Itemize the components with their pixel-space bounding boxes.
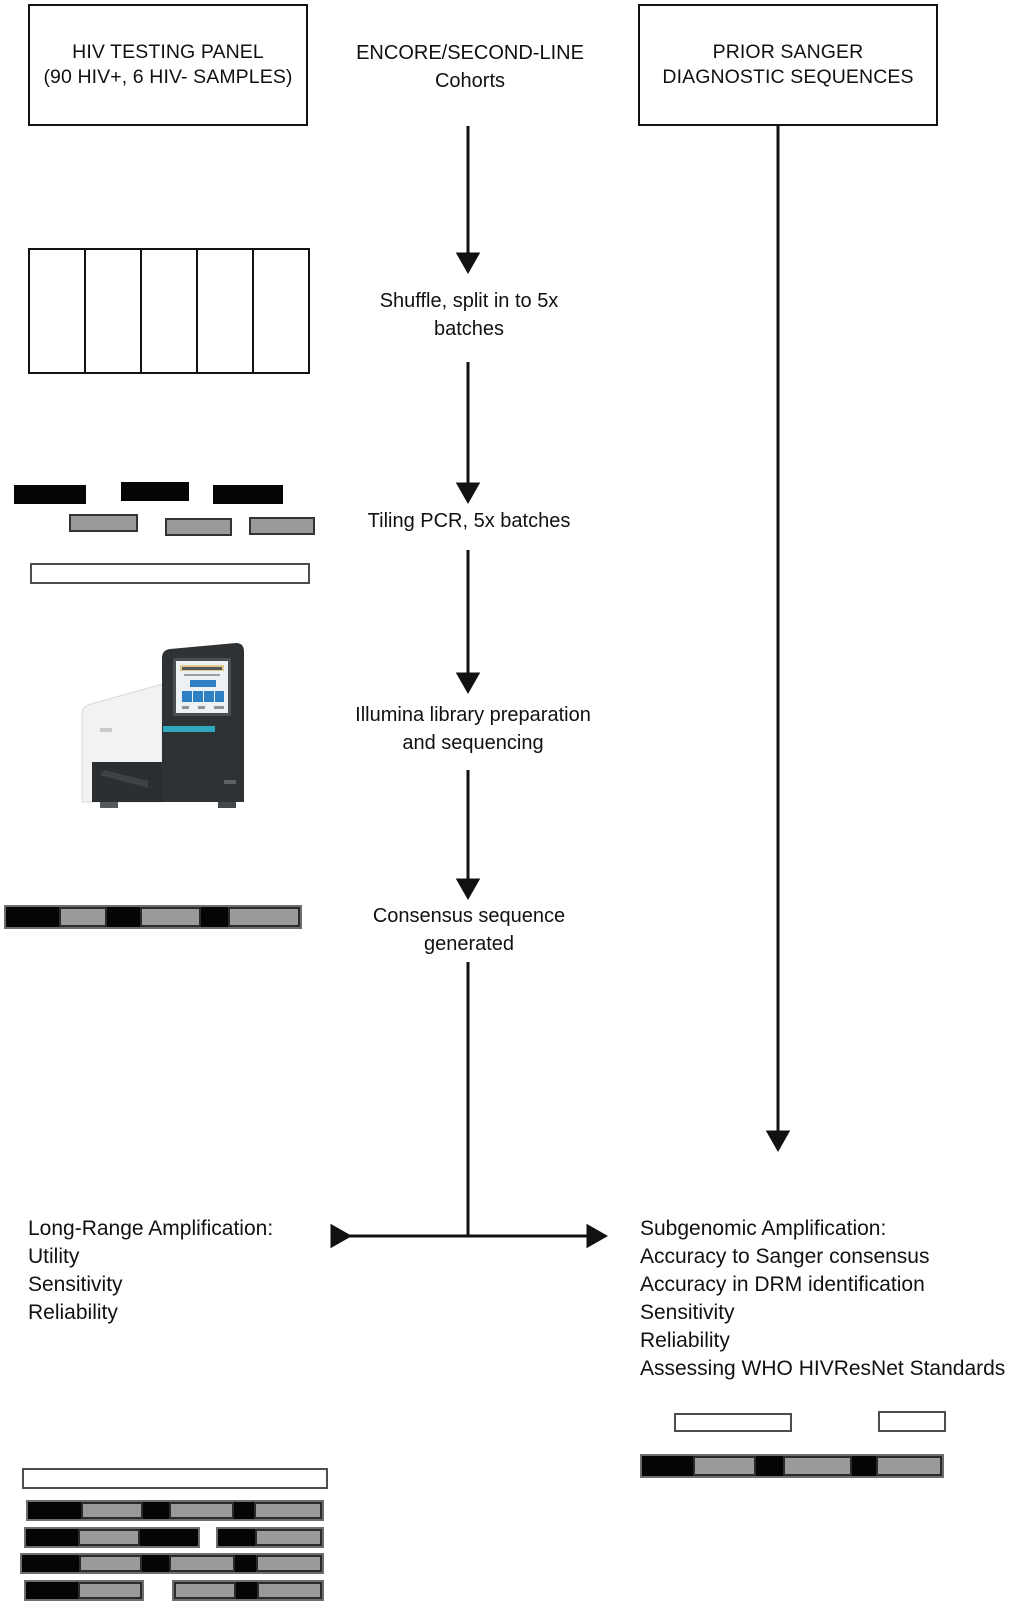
subgenomic-template-bar-wide bbox=[674, 1413, 792, 1432]
read-segment-black bbox=[142, 1555, 169, 1572]
plate-well bbox=[142, 250, 198, 372]
step-consensus-line-1: Consensus sequence bbox=[372, 905, 566, 927]
tiling-primer-bottom bbox=[69, 514, 138, 532]
long-range-item: Reliability bbox=[28, 1300, 118, 1324]
read-segment-black bbox=[22, 1555, 79, 1572]
cohorts-line-1: ENCORE/SECOND-LINE bbox=[356, 42, 584, 64]
hiv-panel-subtitle: (90 HIV+, 6 HIV- SAMPLES) bbox=[43, 66, 293, 88]
plate-well bbox=[30, 250, 86, 372]
tiling-primer-bottom bbox=[165, 518, 232, 536]
prior-sanger-box bbox=[638, 4, 938, 126]
step-tiling-label bbox=[328, 508, 610, 536]
long-range-item: Utility bbox=[28, 1244, 80, 1268]
subgenomic-heading: Subgenomic Amplification: bbox=[640, 1217, 887, 1240]
subgenomic-item: Reliability bbox=[640, 1328, 730, 1352]
consensus-segment-gray bbox=[140, 907, 202, 927]
hiv-testing-panel-box bbox=[28, 4, 308, 126]
read-segment-black bbox=[26, 1529, 78, 1546]
tiling-primer-top bbox=[121, 482, 189, 501]
subgenomic-item: Accuracy to Sanger consensus bbox=[640, 1244, 930, 1268]
consensus-segment-gray bbox=[59, 907, 108, 927]
read-segment-black bbox=[26, 1582, 78, 1599]
step-illumina-line-1: Illumina library preparation bbox=[355, 704, 591, 726]
read-segment-black bbox=[28, 1502, 81, 1519]
hiv-panel-title: HIV TESTING PANEL bbox=[72, 41, 264, 64]
consensus-segment-gray bbox=[228, 907, 300, 927]
subgenomic-read-bar bbox=[640, 1454, 944, 1478]
step-shuffle-label bbox=[328, 288, 610, 343]
subgenomic-amplification-block bbox=[640, 1215, 1026, 1383]
read-segment-gray bbox=[78, 1529, 140, 1546]
step-shuffle-line-1: Shuffle, split in to 5x bbox=[379, 290, 559, 312]
read-segment-black bbox=[756, 1456, 783, 1476]
read-segment-black bbox=[236, 1582, 257, 1599]
subgenomic-item: Accuracy in DRM identification bbox=[640, 1272, 925, 1296]
read-segment-gray bbox=[783, 1456, 852, 1476]
read-segment-gray bbox=[78, 1582, 142, 1599]
read-segment-gray bbox=[169, 1555, 235, 1572]
subgenomic-item: Sensitivity bbox=[640, 1300, 735, 1324]
subgenomic-template-bar-narrow bbox=[878, 1411, 946, 1432]
cohorts-label bbox=[330, 40, 610, 95]
long-range-read-bar bbox=[172, 1580, 324, 1601]
long-range-read-bar bbox=[24, 1580, 144, 1601]
plate-well bbox=[254, 250, 308, 372]
step-consensus-label bbox=[328, 903, 610, 958]
consensus-sequence-bar bbox=[4, 905, 302, 929]
step-illumina-label bbox=[328, 702, 618, 757]
step-illumina-line-2: and sequencing bbox=[402, 731, 544, 754]
read-segment-gray bbox=[693, 1456, 756, 1476]
tiling-primer-top bbox=[14, 485, 86, 504]
long-range-item: Sensitivity bbox=[28, 1272, 123, 1296]
read-segment-black bbox=[234, 1502, 255, 1519]
subgenomic-item: Assessing WHO HIVResNet Standards bbox=[640, 1356, 1006, 1380]
read-segment-gray bbox=[169, 1502, 234, 1519]
read-segment-gray bbox=[254, 1502, 322, 1519]
read-segment-gray bbox=[256, 1555, 322, 1572]
long-range-heading: Long-Range Amplification: bbox=[28, 1217, 274, 1240]
long-range-read-bar bbox=[26, 1500, 324, 1521]
long-range-read-bar bbox=[24, 1527, 200, 1548]
read-segment-gray bbox=[81, 1502, 143, 1519]
long-range-amplification-block bbox=[28, 1215, 328, 1327]
read-segment-black bbox=[143, 1502, 169, 1519]
sanger-subtitle: DIAGNOSTIC SEQUENCES bbox=[662, 66, 914, 88]
cohorts-line-2: Cohorts bbox=[434, 69, 506, 92]
sanger-title: PRIOR SANGER bbox=[712, 41, 864, 64]
read-segment-black bbox=[140, 1529, 198, 1546]
target-template-bar bbox=[30, 563, 310, 584]
read-segment-black bbox=[218, 1529, 255, 1546]
read-segment-gray bbox=[79, 1555, 142, 1572]
long-range-read-bar bbox=[216, 1527, 324, 1548]
read-segment-gray bbox=[174, 1582, 236, 1599]
read-segment-black bbox=[235, 1555, 256, 1572]
sample-plate-grid bbox=[28, 248, 310, 374]
long-range-read-bar bbox=[20, 1553, 324, 1574]
step-consensus-line-2: generated bbox=[423, 932, 515, 955]
read-segment-gray bbox=[257, 1582, 322, 1599]
read-segment-black bbox=[852, 1456, 876, 1476]
read-segment-gray bbox=[255, 1529, 322, 1546]
plate-well bbox=[86, 250, 142, 372]
long-range-template-bar bbox=[22, 1468, 328, 1489]
read-segment-gray bbox=[876, 1456, 942, 1476]
tiling-primer-bottom bbox=[249, 517, 315, 535]
consensus-segment-black bbox=[201, 907, 227, 927]
step-tiling-line-1: Tiling PCR, 5x batches bbox=[367, 510, 571, 532]
read-segment-black bbox=[642, 1456, 693, 1476]
step-shuffle-line-2: batches bbox=[433, 317, 505, 340]
consensus-segment-black bbox=[107, 907, 139, 927]
tiling-primer-top bbox=[213, 485, 283, 504]
plate-well bbox=[198, 250, 254, 372]
consensus-segment-black bbox=[6, 907, 59, 927]
illumina-sequencer-illustration bbox=[78, 640, 248, 810]
